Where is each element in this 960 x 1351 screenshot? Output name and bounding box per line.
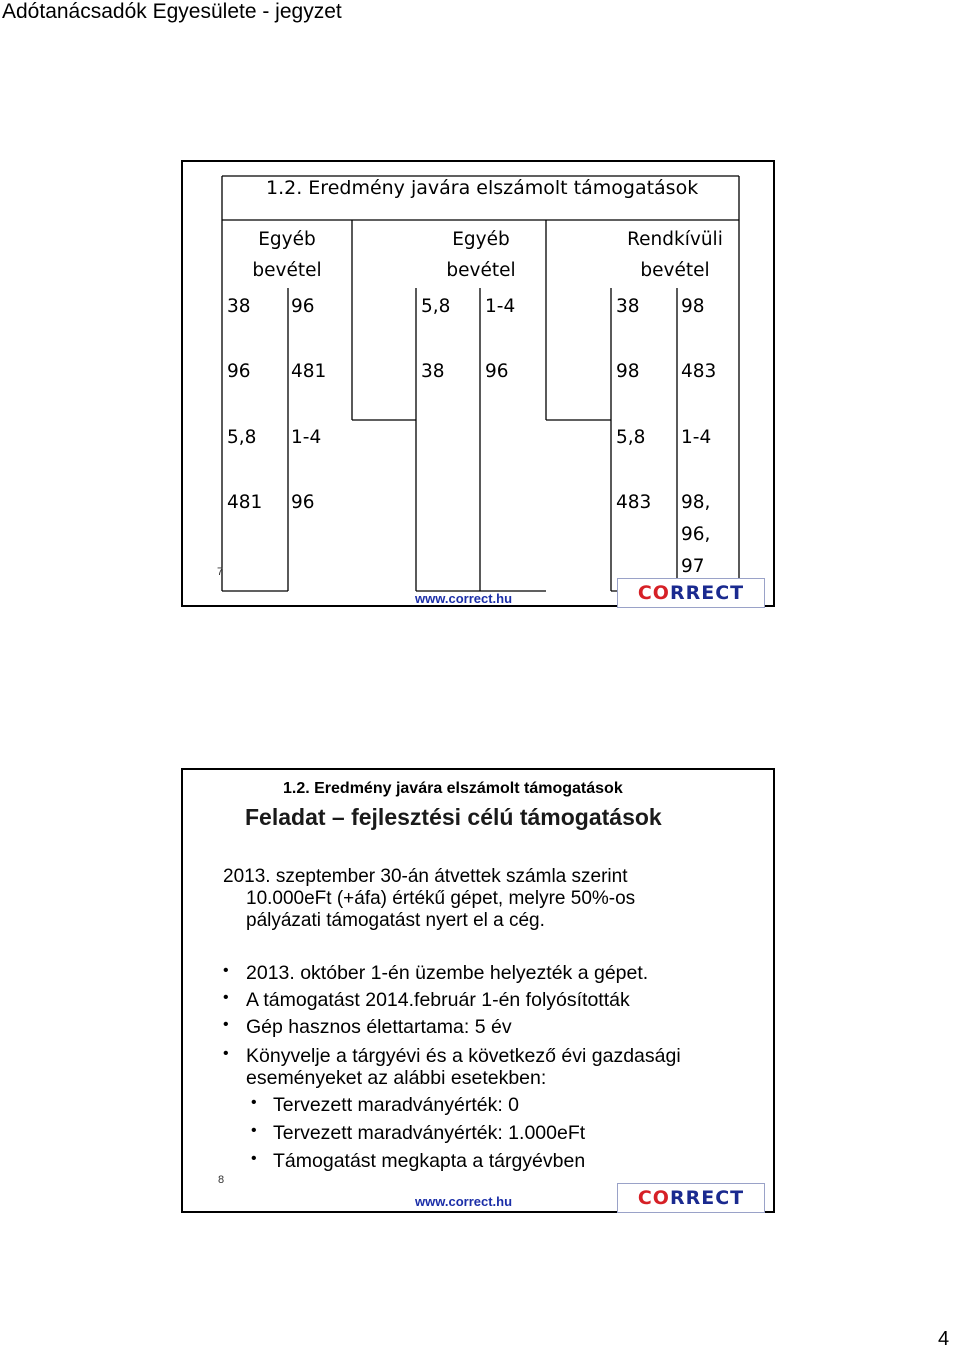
table-cell: 483 <box>616 492 652 513</box>
bullet-icon: • <box>251 1122 257 1139</box>
table-cell: 98, <box>681 492 711 513</box>
table-cell: 5,8 <box>227 427 257 448</box>
bullet-icon: • <box>223 1016 229 1033</box>
sub-list-item: • Támogatást megkapta a tárgyévben <box>251 1150 586 1172</box>
slide-subtitle: 1.2. Eredmény javára elszámolt támogatások <box>283 780 623 797</box>
slide-task <box>181 768 775 1213</box>
task-bullet-list <box>221 962 681 1178</box>
slide-title: 1.2. Eredmény javára elszámolt támogatások <box>266 177 699 199</box>
list-item: • A támogatást 2014.február 1-én folyósították <box>223 989 630 1011</box>
account-name-1: Egyéb bevétel <box>252 229 322 281</box>
table-cell: 38 <box>616 296 640 317</box>
table-cell: 481 <box>291 361 327 382</box>
table-cell: 96, <box>681 524 711 545</box>
table-cell: 96 <box>227 361 251 382</box>
page-number: 4 <box>938 1328 950 1350</box>
bullet-icon: • <box>223 989 229 1006</box>
table-cell: 481 <box>227 492 263 513</box>
document-header: Adótanácsadók Egyesülete - jegyzet <box>2 0 342 23</box>
slide-t-accounts <box>181 160 775 607</box>
table-cell: 5,8 <box>616 427 646 448</box>
list-item: • Gép hasznos élettartama: 5 év <box>223 1016 512 1038</box>
list-item: • Könyvelje a tárgyévi és a következő évi gazdasági eseményeket az alábbi esetekben: <box>223 1045 681 1089</box>
table-cell: 96 <box>291 492 315 513</box>
correct-logo: CORRECT <box>617 578 765 608</box>
website-label: www.correct.hu <box>415 591 513 606</box>
bullet-icon: • <box>251 1150 257 1167</box>
sub-list-item: • Tervezett maradványérték: 1.000eFt <box>251 1122 586 1144</box>
account-name-3: Rendkívüli bevétel <box>627 229 723 281</box>
table-cell: 96 <box>485 361 509 382</box>
table-cell: 5,8 <box>421 296 451 317</box>
bullet-icon: • <box>251 1094 257 1111</box>
table-cell: 483 <box>681 361 717 382</box>
slide-number: 7 <box>217 566 224 578</box>
list-item: • 2013. október 1-én üzembe helyezték a gépet. <box>223 962 649 984</box>
table-cell: 1-4 <box>681 427 712 448</box>
table-cell: 1-4 <box>291 427 322 448</box>
bullet-icon: • <box>223 1045 229 1062</box>
table-cell: 1-4 <box>485 296 516 317</box>
table-cell: 38 <box>421 361 445 382</box>
sub-list-item: • Tervezett maradványérték: 0 <box>251 1094 520 1116</box>
table-cell: 98 <box>681 296 705 317</box>
account-name-2: Egyéb bevétel <box>446 229 516 281</box>
table-cell: 97 <box>681 556 705 577</box>
table-cell: 38 <box>227 296 251 317</box>
slide-number: 8 <box>218 1174 225 1186</box>
website-label: www.correct.hu <box>415 1194 513 1209</box>
slide-heading: Feladat – fejlesztési célú támogatások <box>245 804 662 830</box>
table-cell: 98 <box>616 361 640 382</box>
correct-logo: CORRECT <box>617 1183 765 1213</box>
table-cell: 96 <box>291 296 315 317</box>
bullet-icon: • <box>223 962 229 979</box>
task-paragraph: 2013. szeptember 30-án átvettek számla szerint 10.000eFt (+áfa) értékű gépet, melyre 50%-os pályázati támogatást nyert el a cég. <box>223 866 636 931</box>
